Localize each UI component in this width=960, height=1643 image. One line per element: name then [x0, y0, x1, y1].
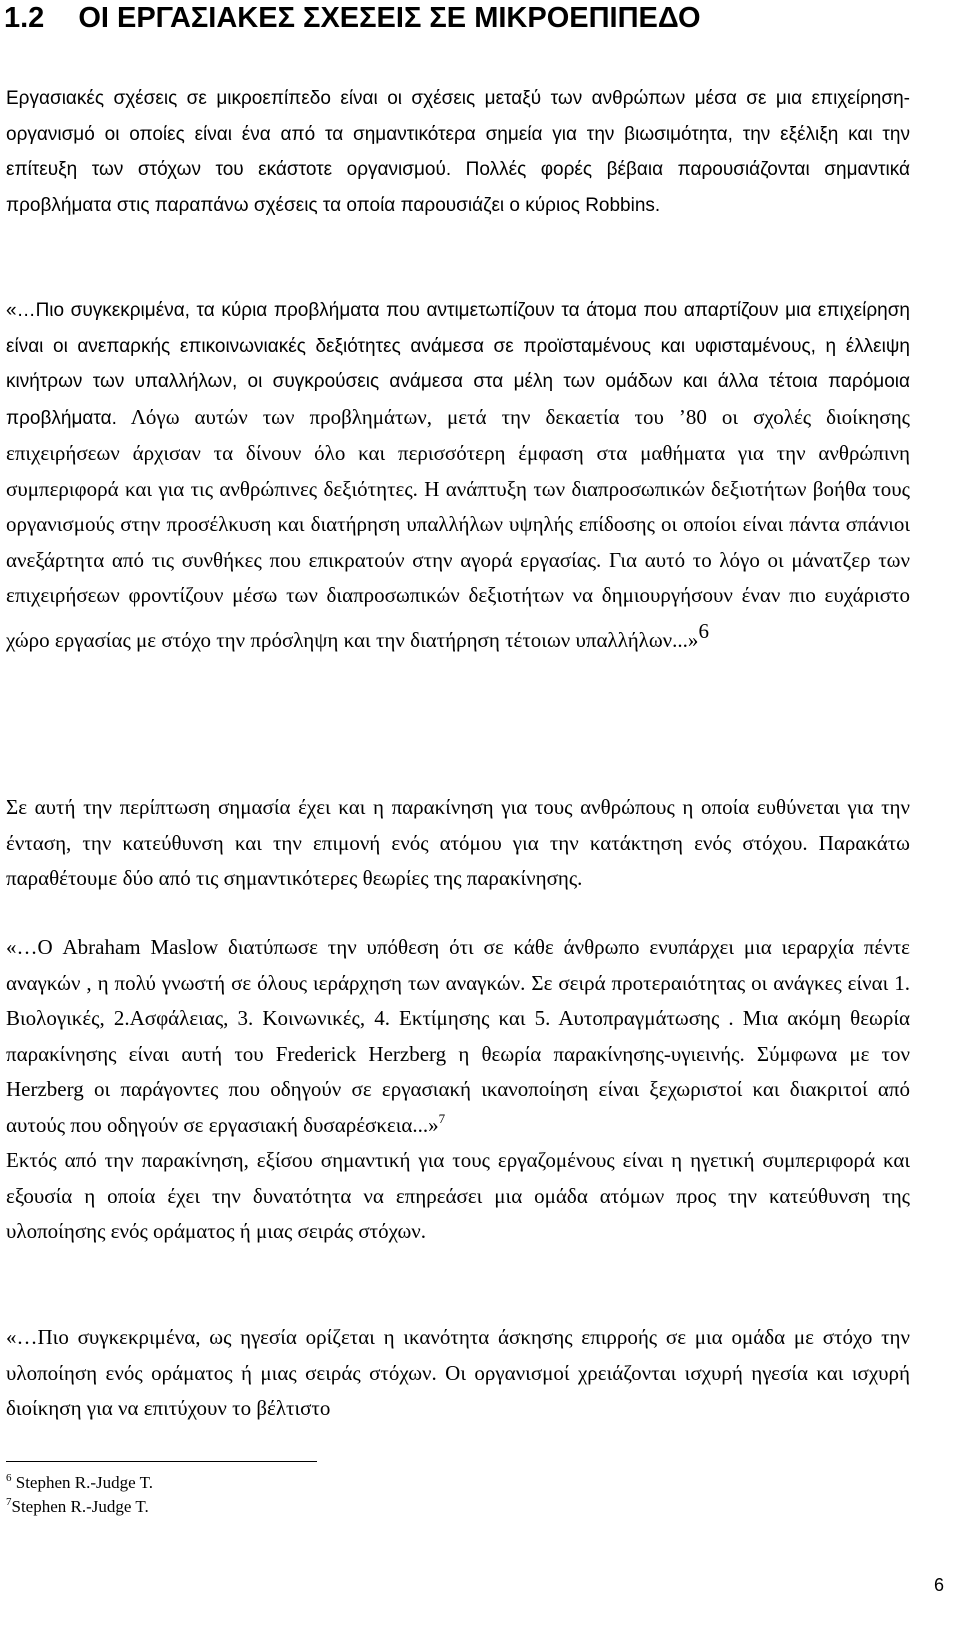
footnote-ref-7: 7	[438, 1110, 446, 1126]
section-heading	[4, 0, 954, 38]
intro-paragraph: Εργασιακές σχέσεις σε μικροεπίπεδο είναι οι σχέσεις μεταξύ των ανθρώπων μέσα σε μια επιχείρηση-οργανισμό οι οποίες είναι ένα από τα σημαντικότερα σημεία για την βιωσιμότητα, την εξέλιξη και την επίτευξη των στόχων του εκάστοτε οργανισμού. Πολλές φορές βέβαια παρουσιάζονται σημαντικά προβλήματα στις παραπάνω σχέσεις τα οποία παρουσιάζει ο κύριος Robbins.	[6, 88, 910, 216]
page-number: 6	[933, 1575, 944, 1595]
motivation-paragraph: Σε αυτή την περίπτωση σημασία έχει και η παρακίνηση για τους ανθρώπους η οποία ευθύνεται για την ένταση, την κατεύθυνση και την επιμονή ενός ατόμου για την κατάκτηση ενός στόχου. Παρακάτω παραθέτουμε δύο από τις σημαντικότερες θεωρίες της παρακίνησης.	[6, 795, 910, 891]
footnote-separator	[6, 1461, 317, 1462]
maslow-herzberg-text: «…Ο Abraham Maslow διατύπωσε την υπόθεση ότι σε κάθε άνθρωπο ενυπάρχει μια ιεραρχία πέντε αναγκών , η πολύ γνωστή σε όλους ιεράρχηση των αναγκών. Σε σειρά προτεραιότητας οι ανάγκες είναι 1. Βιολογικές, 2.Ασφάλειας, 3. Κοινωνικές, 4. Εκτίμησης και 5. Αυτοπραγμάτωσης . Μια ακόμη θεωρία παρακίνησης είναι αυτή του Frederick Herzberg η θεωρία παρακίνησης-υγιεινής. Σύμφωνα με τον Herzberg οι παράγοντες που οδηγούν σε εργασιακή ικανοποίηση είναι ξεχωριστοί και διακριτοί από αυτούς που οδηγούν σε εργασιακή δυσαρέσκεια...»	[6, 935, 910, 1137]
footnote-7-text: Stephen R.-Judge T.	[11, 1497, 149, 1516]
leadership-paragraph: Εκτός από την παρακίνηση, εξίσου σημαντική για τους εργαζομένους είναι η ηγετική συμπεριφορά και εξουσία η οποία έχει την δυνατότητα να επηρεάσει μια ομάδα ατόμων προς την κατεύθυνση της υλοποίησης ενός οράματος ή μιας σειράς στόχων.	[6, 1148, 910, 1244]
robbins-quote-part-1: «…Πιο συγκεκριμένα, τα κύρια προβλήματα που αντιμετωπίζουν τα άτομα που απαρτίζουν μια επιχείρηση είναι οι ανεπαρκής επικοινωνιακές δεξιότητες ανάμεσα σε προϊσταμένους και υφισταμένους, η έλλειψη κινήτρων των υπαλλήλων, οι συγκρούσεις ανάμεσα στα μέλη των ομάδων και άλλα τέτοια παρόμοια προβλήματα.	[6, 300, 910, 429]
footnote-7-marker: 7	[6, 1496, 12, 1508]
leadership-quote-paragraph: «…Πιο συγκεκριμένα, ως ηγεσία ορίζεται η ικανότητα άσκησης επιρροής σε μια ομάδα με στόχο την υλοποίηση ενός οράματος ή μιας σειράς στόχων. Οι οργανισμοί χρειάζονται ισχυρή ηγεσία και ισχυρή διοίκηση για να επιτύχουν το βέλτιστο	[6, 1325, 910, 1421]
footnote-7	[6, 1495, 606, 1519]
section-number: 1.2	[4, 2, 45, 34]
section-title: ΟΙ ΕΡΓΑΣΙΑΚΕΣ ΣΧΕΣΕΙΣ ΣΕ ΜΙΚΡΟΕΠΙΠΕΔΟ	[78, 2, 701, 34]
footnote-6	[6, 1471, 606, 1495]
robbins-quote-part-2: Λόγω αυτών των προβλημάτων, μετά την δεκαετία του ’80 οι σχολές διοίκησης επιχειρήσεων άρχισαν τα δίνουν όλο και περισσότερη έμφαση στα μαθήματα για την ανθρώπινη συμπεριφορά και για τις ανθρώπινες δεξιότητες. Η ανάπτυξη των διαπροσωπικών δεξιοτήτων βοήθα τους οργανισμούς στην προσέλκυση και διατήρηση υπαλλήλων υψηλής επίδοσης οι οποίοι είναι πάντα σπάνιοι ανεξάρτητα από τις συνθήκες που επικρατούν στην αγορά εργασίας. Για αυτό το λόγο οι μάνατζερ των επιχειρήσεων φροντίζουν μέσω των διαπροσωπικών δεξιοτήτων να δημιουργήσουν έναν πιο ευχάριστο χώρο εργασίας με στόχο την πρόσληψη και την διατήρηση τέτοιων υπαλλήλων...»	[6, 404, 910, 652]
maslow-herzberg-paragraph	[6, 930, 910, 1144]
footnotes	[6, 1471, 606, 1519]
footnote-6-marker: 6	[6, 1472, 12, 1484]
footnote-ref-6: 6	[698, 618, 709, 643]
footnote-6-text: Stephen R.-Judge T.	[11, 1473, 153, 1492]
robbins-quote-paragraph	[6, 293, 910, 659]
